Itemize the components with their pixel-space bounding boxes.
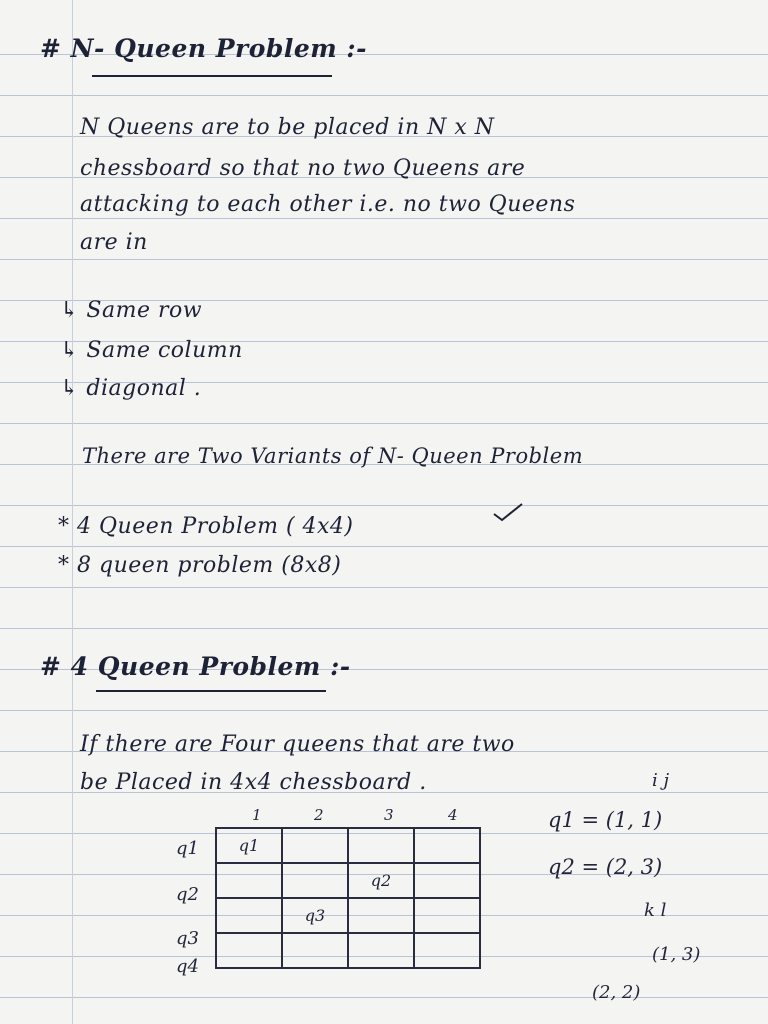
board-row — [216, 898, 480, 933]
para2-line-2: be Placed in 4x4 chessboard . — [80, 770, 427, 795]
variants-line: There are Two Variants of N- Queen Problem — [82, 444, 584, 468]
row-label-q1: q1 — [176, 838, 199, 859]
variant-8-queen: * 8 queen problem (8x8) — [58, 553, 342, 578]
board-row — [216, 863, 480, 898]
board-row — [216, 828, 480, 863]
para-line-1: N Queens are to be placed in N x N — [80, 115, 495, 140]
board-cell: q2 — [348, 863, 414, 898]
board-cell — [282, 933, 348, 968]
board-cell — [216, 863, 282, 898]
margin-line — [72, 0, 73, 1024]
board-cell — [216, 898, 282, 933]
bullet-diagonal: ↳ diagonal . — [60, 376, 202, 401]
board-cell — [414, 898, 480, 933]
column-number-3: 3 — [384, 806, 394, 824]
bullet-same-row: ↳ Same row — [60, 298, 203, 323]
bullet-same-column: ↳ Same column — [60, 338, 243, 363]
row-label-q4: q4 — [176, 956, 199, 977]
board-row — [216, 933, 480, 968]
para-line-2: chessboard so that no two Queens are — [80, 156, 526, 181]
chessboard-4x4 — [215, 827, 481, 969]
heading-underline — [92, 75, 332, 77]
board-cell — [282, 863, 348, 898]
row-label-q2: q2 — [176, 884, 199, 905]
note-position-2-2: (2, 2) — [592, 982, 641, 1003]
board-cell — [282, 828, 348, 863]
note-i-j: i j — [652, 770, 670, 791]
variant-4-queen: * 4 Queen Problem ( 4x4) — [58, 514, 354, 539]
board-cell — [414, 863, 480, 898]
column-number-2: 2 — [314, 806, 324, 824]
board-cell: q1 — [216, 828, 282, 863]
column-number-4: 4 — [448, 806, 458, 824]
note-q1-position: q1 = (1, 1) — [548, 808, 663, 832]
board-cell — [348, 898, 414, 933]
heading2-underline — [96, 690, 326, 692]
para2-line-1: If there are Four queens that are two — [80, 732, 515, 757]
note-q2-position: q2 = (2, 3) — [548, 855, 663, 879]
check-mark-icon — [492, 502, 524, 522]
board-cell — [414, 933, 480, 968]
board-cell — [216, 933, 282, 968]
row-label-q3: q3 — [176, 928, 199, 949]
heading-4-queen: # 4 Queen Problem :- — [40, 652, 351, 681]
board-cell — [414, 828, 480, 863]
para-line-3: attacking to each other i.e. no two Queens — [80, 192, 576, 217]
board-cell — [348, 828, 414, 863]
heading-n-queen: # N- Queen Problem :- — [40, 34, 368, 63]
board-cell: q3 — [282, 898, 348, 933]
note-position-1-3: (1, 3) — [652, 944, 701, 965]
board-cell — [348, 933, 414, 968]
note-k-l: k l — [644, 900, 667, 921]
para-line-4: are in — [80, 230, 148, 255]
column-number-1: 1 — [252, 806, 262, 824]
